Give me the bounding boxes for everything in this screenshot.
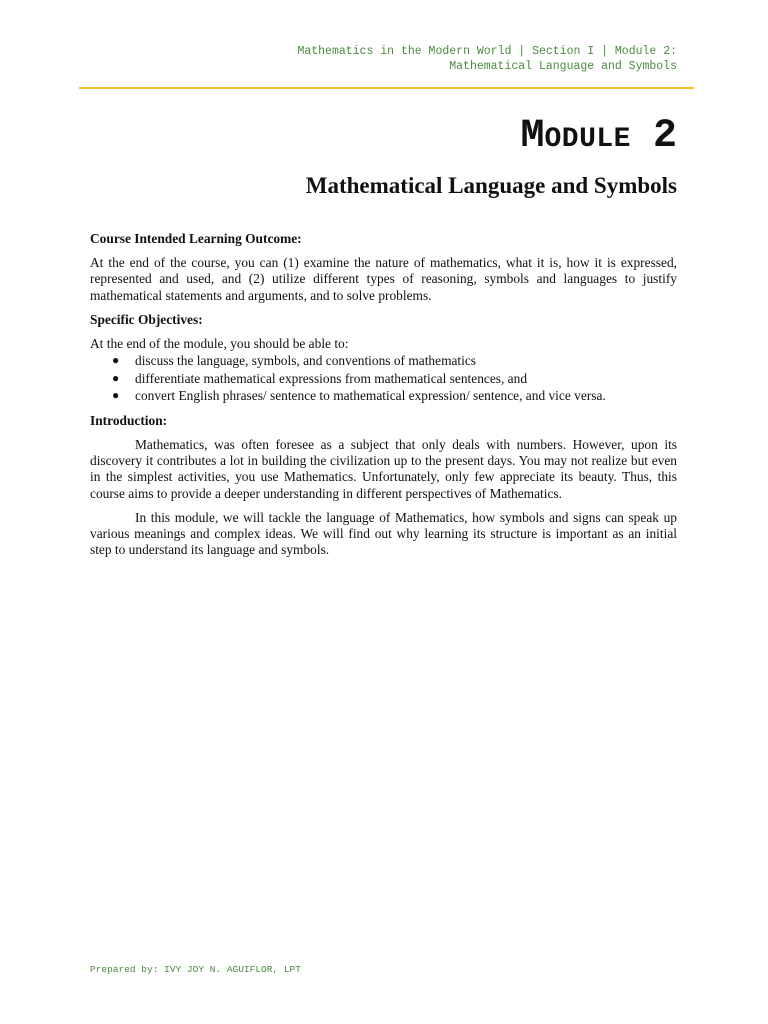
list-item: [90, 387, 677, 405]
module-subtitle: Mathematical Language and Symbols: [305, 173, 677, 198]
running-header: [90, 44, 677, 74]
module-content: [90, 231, 677, 566]
outcome-heading: Course Intended Learning Outcome:: [90, 231, 302, 246]
introduction-paragraph-2: In this module, we will tackle the language of Mathematics, how symbols and signs can speak up various meanings and complex ideas. We will find out why learning its structure is important as an initial step to understand its language and symbols.: [90, 509, 677, 558]
objective-text: discuss the language, symbols, and conventions of mathematics: [135, 353, 477, 369]
bullet-icon: ●: [112, 388, 120, 403]
running-header-line-2: Mathematical Language and Symbols: [449, 60, 677, 73]
bullet-icon: ●: [112, 353, 120, 368]
list-item: [90, 370, 677, 388]
module-title-initial: M: [520, 114, 545, 159]
objectives-intro: At the end of the module, you should be able to:: [90, 336, 349, 352]
running-header-line-1: Mathematics in the Modern World | Section I | Module 2:: [297, 45, 677, 58]
objectives-list: [90, 352, 677, 405]
module-title-rest: ODULE: [544, 124, 631, 155]
introduction-heading: Introduction:: [90, 412, 168, 428]
objective-text: convert English phrases/ sentence to mathematical expression/ sentence, and vice versa.: [135, 388, 606, 404]
module-title: [90, 112, 677, 167]
prepared-by-footer: Prepared by: IVY JOY N. AGUIFLOR, LPT: [90, 964, 301, 975]
module-number: 2: [652, 114, 677, 159]
bullet-icon: ●: [112, 370, 120, 385]
objectives-heading: Specific Objectives:: [90, 311, 203, 327]
introduction-paragraph-1: Mathematics, was often foresee as a subject that only deals with numbers. However, upon its discovery it contributes a lot in building the civilization up to the present days. You may not realize but even in the simplest activities, you use Mathematics. Unfortunately, only few appreciate its beauty. Thus, this course aims to provide a deeper understanding in different perspectives of Mathematics.: [90, 436, 677, 501]
header-divider: [79, 87, 694, 89]
objective-text: differentiate mathematical expressions from mathematical sentences, and: [135, 370, 528, 386]
list-item: [90, 352, 677, 370]
outcome-text: At the end of the course, you can (1) examine the nature of mathematics, what it is, how it is expressed, represented and used, and (2) utilize different types of reasoning, symbols and languages to justify mathematical statements and arguments, and to solve problems.: [90, 255, 677, 303]
